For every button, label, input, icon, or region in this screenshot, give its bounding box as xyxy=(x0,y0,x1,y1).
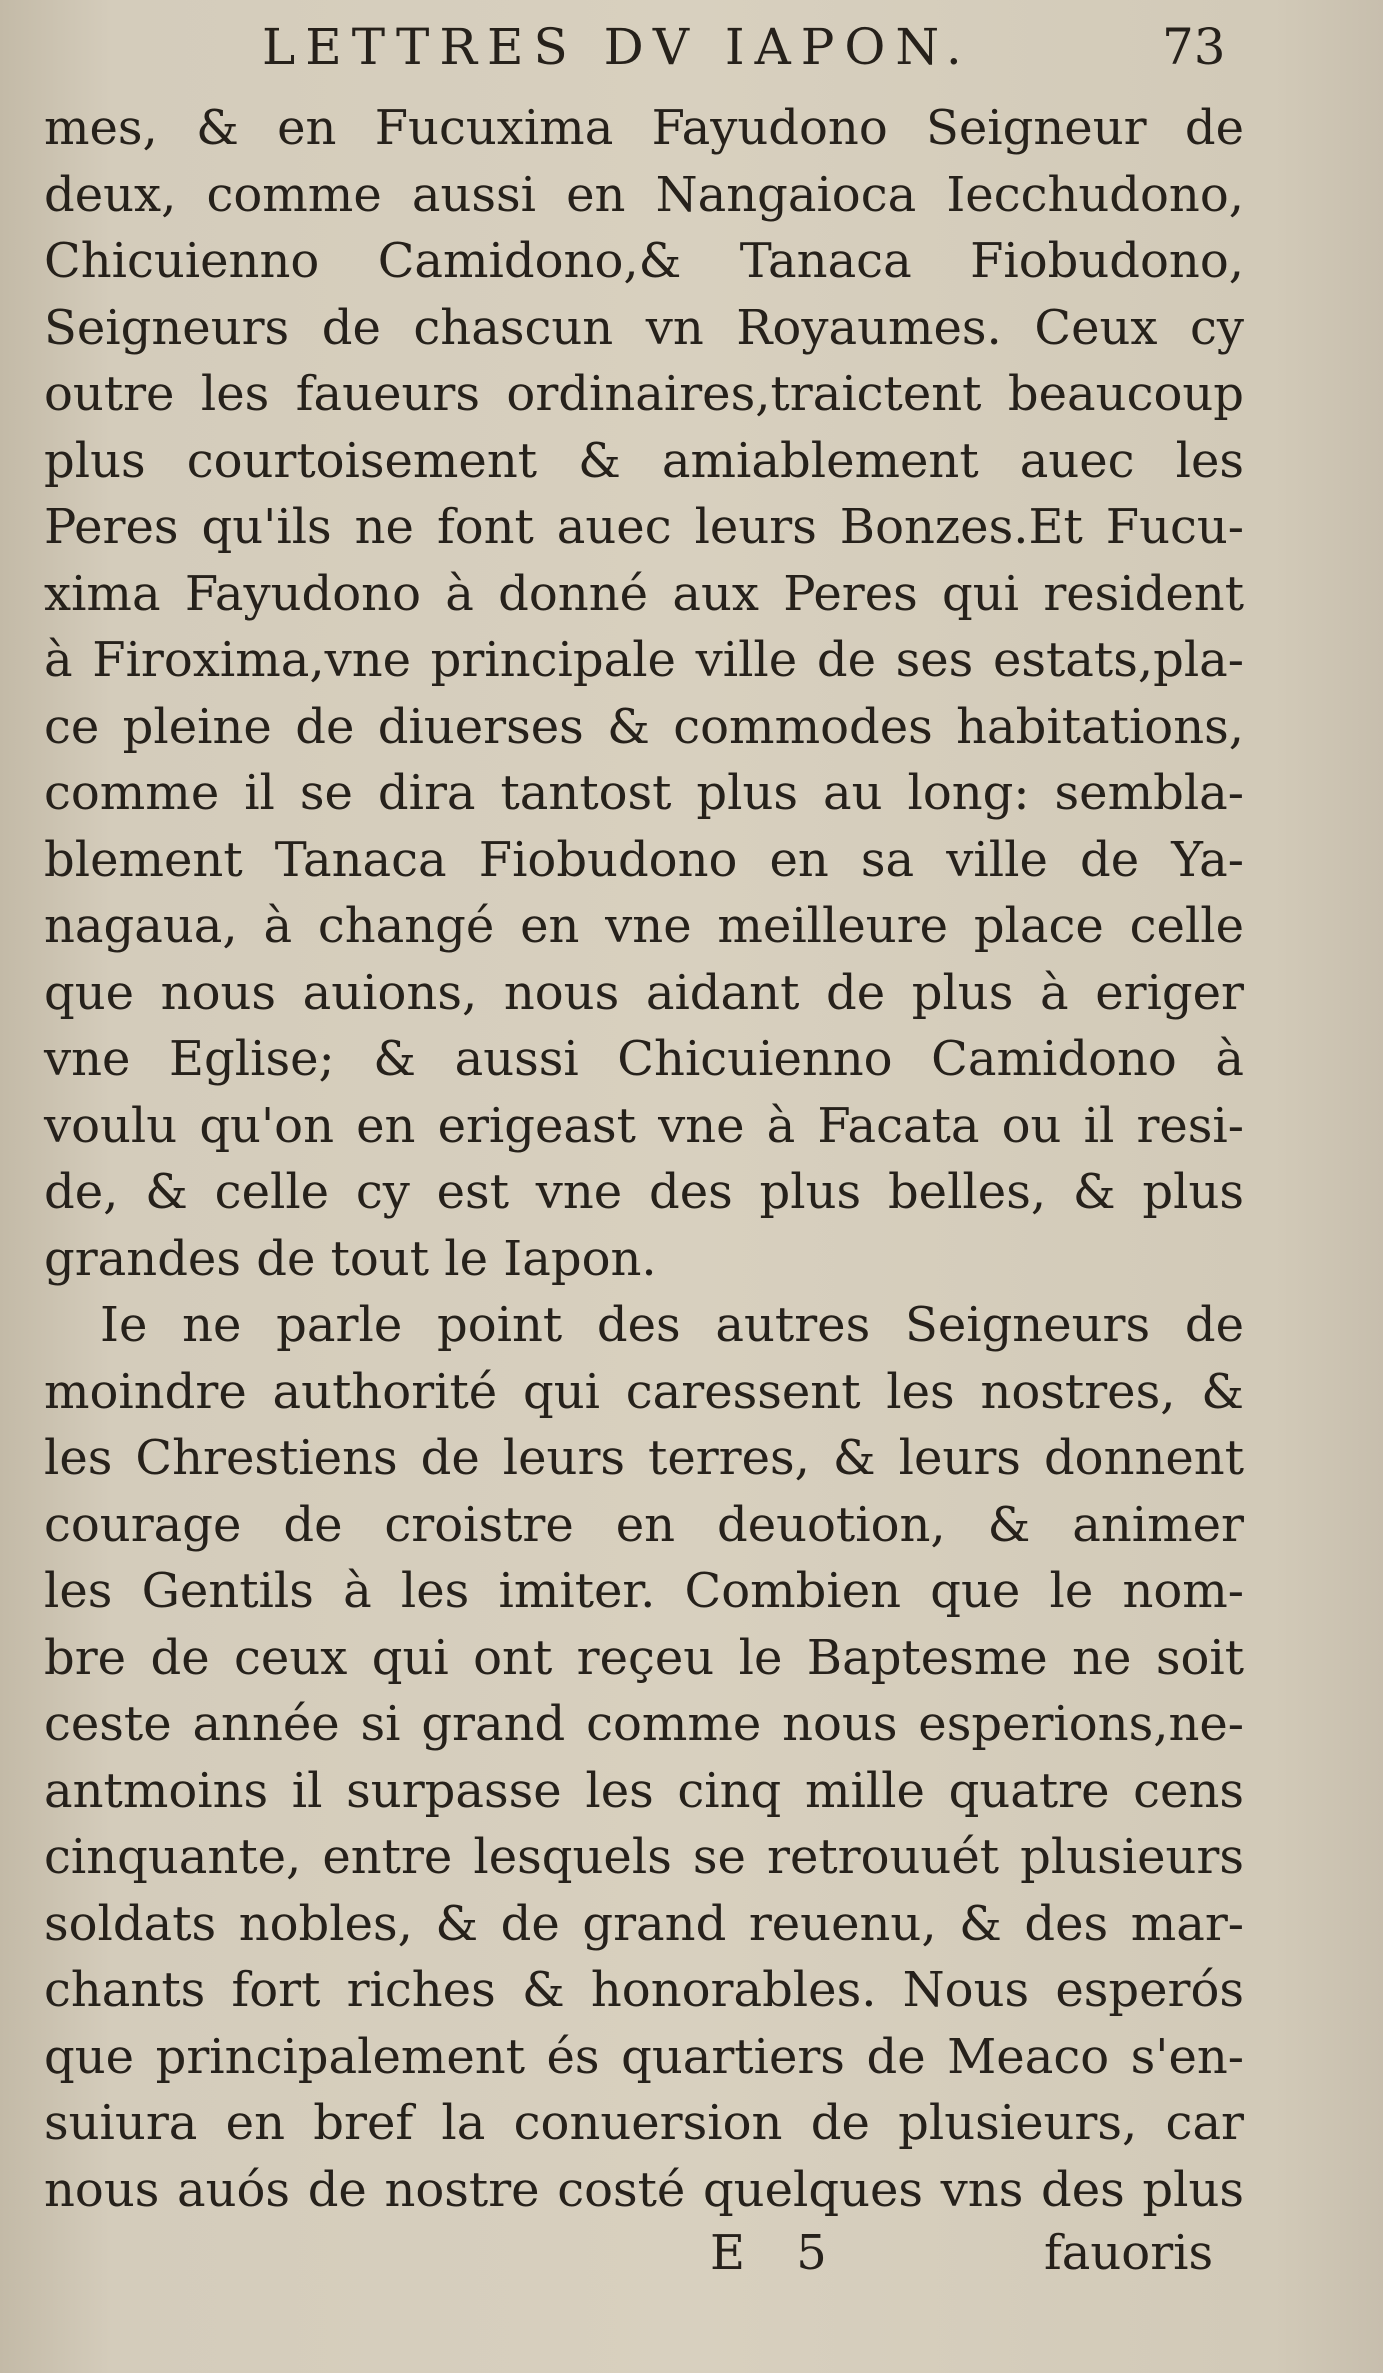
text-line: Seigneurs de chascun vn Royaumes. Ceux cy xyxy=(44,299,1244,356)
text-line: suiura en bref la conuersion de plusieurs, car xyxy=(44,2095,1244,2151)
body-text xyxy=(44,95,1244,2223)
page-footer xyxy=(0,2225,1383,2295)
paragraph-end-line: grandes de tout le Iapon. xyxy=(44,1230,657,1287)
catchword: fauoris xyxy=(1044,2225,1214,2281)
text-line: mes, & en Fucuxima Fayudono Seigneur de xyxy=(44,100,1244,156)
text-line: ceste année si grand comme nous esperions,ne- xyxy=(44,1696,1244,1752)
page-header xyxy=(0,18,1383,88)
paragraph-start-line: Ie ne parle point des autres Seigneurs de xyxy=(100,1297,1244,1353)
text-line: deux, comme aussi en Nangaioca Iecchudono, xyxy=(44,166,1244,223)
page-number: 73 xyxy=(1162,18,1226,76)
text-line: blement Tanaca Fiobudono en sa ville de Ya- xyxy=(44,831,1244,888)
signature-mark: E 5 xyxy=(710,2225,845,2281)
running-title: LETTRES DV IAPON. xyxy=(262,18,972,76)
text-line: que nous auions, nous aidant de plus à eriger xyxy=(44,964,1244,1021)
text-line: courage de croistre en deuotion, & animer xyxy=(44,1496,1244,1553)
text-line: bre de ceux qui ont reçeu le Baptesme ne soit xyxy=(44,1629,1244,1686)
text-line: chants fort riches & honorables. Nous esperós xyxy=(44,1962,1244,2018)
text-line: de, & celle cy est vne des plus belles, & plus xyxy=(44,1164,1244,1220)
text-line: que principalement és quartiers de Meaco s'en- xyxy=(44,2028,1244,2085)
text-line: Peres qu'ils ne font auec leurs Bonzes.Et Fucu- xyxy=(44,499,1244,555)
text-line: cinquante, entre lesquels se retrouuét plusieurs xyxy=(44,1829,1244,1885)
text-line: soldats nobles, & de grand reuenu, & des mar- xyxy=(44,1895,1244,1952)
text-line: vne Eglise; & aussi Chicuienno Camidono à xyxy=(44,1031,1244,1087)
text-line: outre les faueurs ordinaires,traictent beaucoup xyxy=(44,366,1244,422)
text-line: à Firoxima,vne principale ville de ses estats,pla- xyxy=(44,632,1244,688)
text-line: nous auós de nostre costé quelques vns des plus xyxy=(44,2161,1244,2218)
text-line: les Chrestiens de leurs terres, & leurs donnent xyxy=(44,1430,1244,1486)
text-line: plus courtoisement & amiablement auec les xyxy=(44,432,1244,489)
text-line: nagaua, à changé en vne meilleure place celle xyxy=(44,898,1244,954)
text-line: Chicuienno Camidono,& Tanaca Fiobudono, xyxy=(44,233,1244,289)
text-line: xima Fayudono à donné aux Peres qui resident xyxy=(44,565,1244,622)
text-line: antmoins il surpasse les cinq mille quatre cens xyxy=(44,1762,1244,1819)
text-line: moindre authorité qui caressent les nostres, & xyxy=(44,1363,1244,1420)
text-line: ce pleine de diuerses & commodes habitations, xyxy=(44,698,1244,755)
text-line: comme il se dira tantost plus au long: sembla- xyxy=(44,765,1244,821)
text-line: voulu qu'on en erigeast vne à Facata ou il resi- xyxy=(44,1097,1244,1154)
text-line: les Gentils à les imiter. Combien que le nom- xyxy=(44,1563,1244,1619)
